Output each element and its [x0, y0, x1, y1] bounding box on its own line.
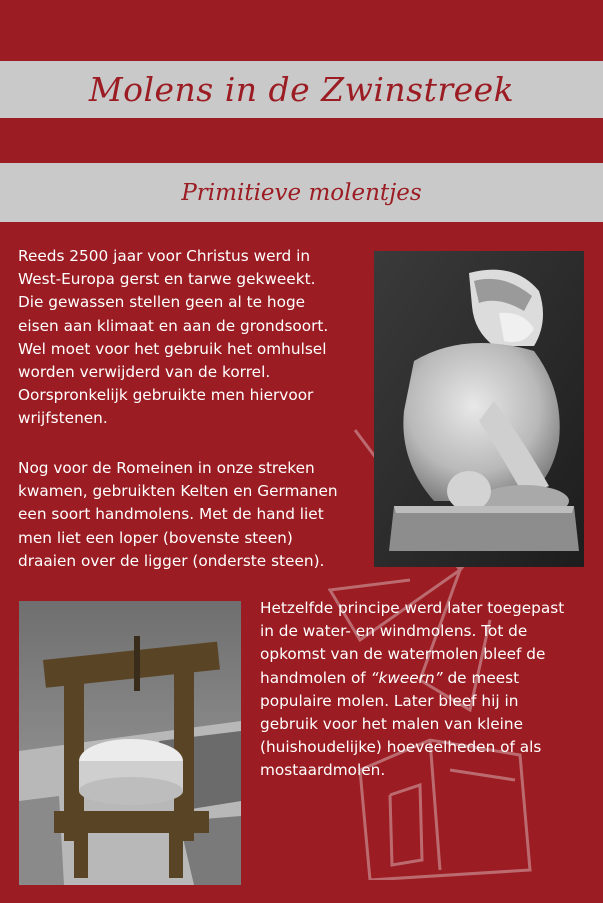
- subtitle-band: [0, 163, 603, 222]
- kweern-term: “kweern”: [370, 668, 443, 687]
- intro-paragraph: Reeds 2500 jaar voor Christus werd in West-Europa gerst en tarwe gekweekt. Die gewassen stellen geen al te hoge eisen aan klimaat en aan de grondsoort. Wel moet voor het gebruik het omhulsel worden verwijderd van de korrel. Oorspronkelijk gebruikte men hiervoor wrijfstenen.: [18, 247, 329, 428]
- title-band: [0, 61, 603, 118]
- hand-mill-photo: [19, 601, 241, 885]
- kweern-text-after: de meest populaire molen. Later bleef hij in gebruik voor het malen van kleine (huishoudelijke) hoeveelheden of als mostaardmolen.: [260, 668, 542, 780]
- page-title: Molens in de Zwinstreek: [88, 70, 515, 109]
- kweern-text-before: Hetzelfde principe werd later toegepast in de water- en windmolens. Tot de opkomst van de watermolen bleef de handmolen of: [260, 599, 565, 687]
- kweern-paragraph: [260, 597, 600, 783]
- celtic-handmill-paragraph: Nog voor de Romeinen in onze streken kwamen, gebruikten Kelten en Germanen een soort handmolens. Met de hand liet men liet een loper (bovenste steen) draaien over de ligger (onderste steen).: [18, 459, 338, 570]
- statue-photo: [374, 251, 584, 567]
- page-subtitle: Primitieve molentjes: [181, 179, 422, 206]
